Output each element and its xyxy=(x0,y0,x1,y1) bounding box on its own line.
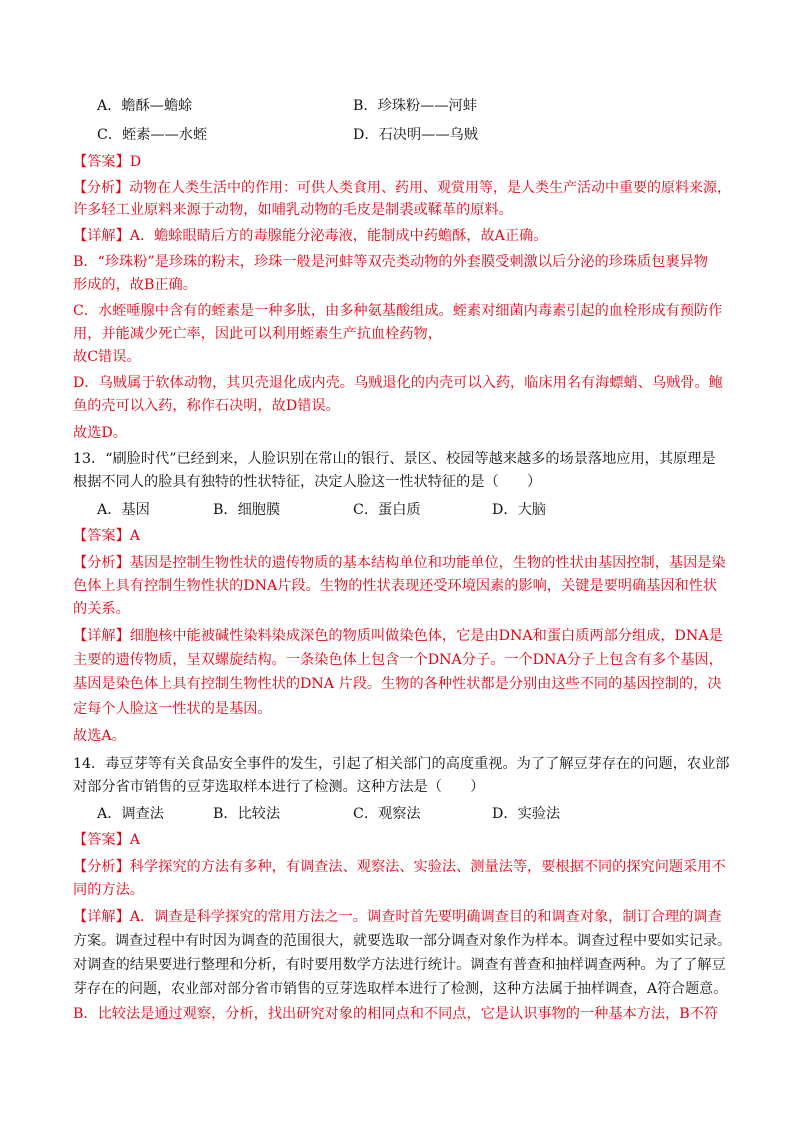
q13-option-d: D．大脑 xyxy=(492,502,546,518)
q12-option-a: A．蟾酥—蟾蜍 xyxy=(97,98,193,114)
q12-detail-line: 【详解】A．蟾蜍眼睛后方的毒腺能分泌毒液，能制成中药蟾酥，故A正确。 xyxy=(73,228,548,244)
q13-analysis-line: 的关系。 xyxy=(73,601,130,617)
q13-option-a: A．基因 xyxy=(97,502,150,518)
q12-option-b: B．珍珠粉——河蚌 xyxy=(353,98,477,114)
q14-detail-line: 【详解】A．调查是科学探究的常用方法之一。调查时首先要明确调查目的和调查对象，制订合理的调查 xyxy=(73,909,722,925)
q14-detail-line: 方案。调查过程中有时因为调查的范围很大，就要选取一部分调查对象作为样本。调查过程中要如实记录。 xyxy=(73,933,731,949)
q13-analysis-line: 【分析】基因是控制生物性状的遗传物质的基本结构单位和功能单位，生物的性状由基因控制，基因是染 xyxy=(73,555,726,571)
q13-detail-line: 基因是染色体上具有控制生物性状的DNA 片段。生物的各种性状都是分别由这些不同的基因控制的，决 xyxy=(73,676,722,692)
q13-analysis-line: 色体上具有控制生物性状的DNA片段。生物的性状表现还受环境因素的影响，关键是要明确基因和性状 xyxy=(73,578,718,594)
q13-detail-line: 定每个人脸这一性状的是基因。 xyxy=(73,701,272,717)
q14-detail-line: B．比较法是通过观察，分析，找出研究对象的相同点和不同点，它是认识事物的一种基本方法，B不符 xyxy=(73,1006,719,1022)
q12-detail-line: 故选D。 xyxy=(73,425,127,441)
q14-option-d: D．实验法 xyxy=(492,806,561,822)
q12-option-c: C．蛭素——水蛭 xyxy=(97,127,208,143)
q13-option-b: B．细胞膜 xyxy=(213,502,281,518)
q14-stem-line: 对部分省市销售的豆芽选取样本进行了检测。这种方法是（ ） xyxy=(73,779,485,795)
q13-detail-line: 【详解】细胞核中能被碱性染料染成深色的物质叫做染色体，它是由DNA和蛋白质两部分组成，DNA是 xyxy=(73,628,723,644)
q12-detail-line: B．“珍珠粉”是珍珠的粉末，珍珠一般是河蚌等双壳类动物的外套膜受刺激以后分泌的珍珠质包裹异物 xyxy=(73,254,708,270)
q12-analysis-line: 【分析】动物在人类生活中的作用：可供人类食用、药用、观赏用等，是人类生产活动中重要的原料来源， xyxy=(73,180,731,196)
q12-detail-line: D．乌贼属于软体动物，其贝壳退化成内壳。乌贼退化的内壳可以入药，临床用名有海螵蛸、乌贼骨。鲍 xyxy=(73,375,723,391)
q13-detail-line: 主要的遗传物质，呈双螺旋结构。一条染色体上包含一个DNA分子。一个DNA分子上包含有多个基因， xyxy=(73,652,723,668)
q13-option-c: C．蛋白质 xyxy=(353,502,421,518)
q14-detail-line: 芽存在的问题，农业部对部分省市销售的豆芽选取样本进行了检测，这种方法属于抽样调查，A符合题意。 xyxy=(73,981,728,997)
q12-detail-line: 故C错误。 xyxy=(73,349,141,365)
q12-detail-line: C．水蛭唾腺中含有的蛭素是一种多肽，由多种氨基酸组成。蛭素对细菌内毒素引起的血栓形成有预防作 xyxy=(73,303,723,319)
q14-stem-line: 14．毒豆芽等有关食品安全事件的发生，引起了相关部门的高度重视。为了了解豆芽存在的问题，农业部 xyxy=(73,756,730,772)
q14-analysis-line: 同的方法。 xyxy=(73,882,144,898)
q13-stem-line: 13．“刷脸时代”已经到来，人脸识别在常山的银行、景区、校园等越来越多的场景落地应用，其原理是 xyxy=(73,451,716,467)
q12-detail-line: 用，并能减少死亡率，因此可以利用蛭素生产抗血栓药物， xyxy=(73,326,442,342)
q12-detail-line: 鱼的壳可以入药，称作石决明，故D错误。 xyxy=(73,398,340,414)
q12-analysis-line: 许多轻工业原料来源于动物，如哺乳动物的毛皮是制裘或鞣革的原料。 xyxy=(73,202,513,218)
q14-analysis-line: 【分析】科学探究的方法有多种，有调查法、观察法、实验法、测量法等，要根据不同的探究问题采用不 xyxy=(73,859,726,875)
q12-option-d: D．石决明——乌贼 xyxy=(353,127,478,143)
q13-stem-line: 根据不同人的脸具有独特的性状特征，决定人脸这一性状特征的是（ ） xyxy=(73,474,542,490)
q12-detail-line: 形成的，故B正确。 xyxy=(73,277,197,293)
q12-answer: 【答案】D xyxy=(73,154,142,170)
q14-option-c: C．观察法 xyxy=(353,806,421,822)
q14-option-b: B．比较法 xyxy=(213,806,281,822)
q14-answer: 【答案】A xyxy=(73,832,140,848)
q13-detail-line: 故选A。 xyxy=(73,728,126,744)
q13-answer: 【答案】A xyxy=(73,528,140,544)
q14-option-a: A．调查法 xyxy=(97,806,164,822)
q14-detail-line: 对调查的结果要进行整理和分析，有时要用数学方法进行统计。调查有普查和抽样调查两种。为了了解豆 xyxy=(73,957,726,973)
